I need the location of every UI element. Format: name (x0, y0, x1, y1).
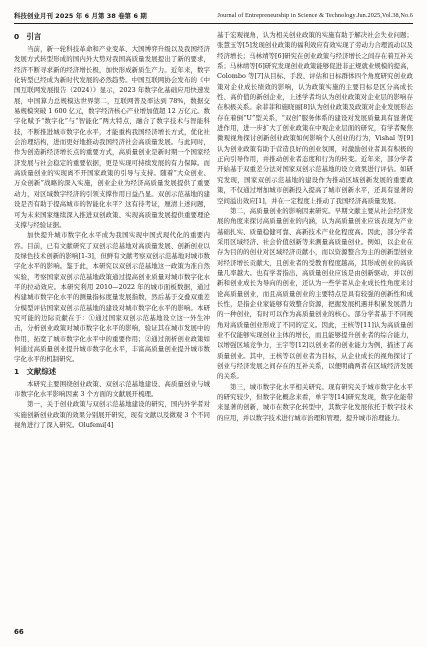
journal-header (14, 8, 413, 22)
paragraph: 第一，关于创业政策与双创示范基地建设的研究，国内外学者对实施创新创业政策的效果分别展开研究，现有文献以及微观 3 个不同视角进行了深入研究。Olufemi[4] (14, 400, 210, 430)
page-number: 66 (14, 628, 24, 636)
left-column (14, 30, 210, 620)
paragraph: 本研究主要围绕创业政策、双创示范基地建设、高质量创业与城市数字化水平影响因素 3 个方面的文献展开梳理。 (14, 379, 210, 398)
section-title-introduction: 0 引言 (14, 32, 42, 41)
journal-header-en: Journal of Entrepreneurship in Science & Technology.Jun.2025,Vol.38,No.6 (217, 11, 413, 19)
header-rule (14, 23, 413, 24)
section-title-literature-review: 1 文献综述 (14, 366, 57, 376)
paragraph: 基于宏观视角，认为相关创业政策的实施有助于解决社会失业问题；张慧玉等[5]发现创业政策的福利效应有效实现了劳动力合理流动以及经济增长；马林靖等[6]研究在创业政策与经济增长之间存在着互补关系；马林靖等[6]研究发现创业政策能够促进非正规就业规模的提高，Colombo 等[7]从目标、手段、评估和日标群体四个角度研究创业政策对企业成长绩效的影响，认为政策实施的主要目标是区分高成长性、高价值的新创企业，上述学者均认为创业政策对企业层的影响存在积极关系。余菲菲和施晓丽[8]认为创业政策及政策对企业发展形态存在着倒“U”型关系，“双创”服务体系的建设对发展质量具有显著促进作用，进一步扩大了创业政策在中观企业层面的研究，有学者聚焦微观视角探讨创新创业政策如何影响个人创业的行为，Vishal 等[9]认为创业政策有助于营造良好的创业氛围，对激励创业者具有积极的正向引导作用，并推动创业者态度和行为的转变。近年来，部分学者开始基于双重差分法对国家双创示范基地的设立效果进行评估。如研究发现，国家双创示范基地的建设作为推动区域创新发展的重要政策，不仅通过增加城市创新投入提高了城市创新水平，还具有显著的空间溢出效应[1]，并在一定程度上推动了我国经济高质量发展。 (217, 31, 413, 205)
right-column (217, 30, 413, 620)
paragraph: 第三，城市数字化水平相关研究。现有研究关于城市数字化水平的研究较少，但数字化概念来看，单宇等[14]研究发现，数字化能带来显著的创新，城市在数字化转型中，其数字化发展依托于数字技术的应用，并以数字技术进行城市治理和管理，提升城市治理能力。 (217, 382, 413, 422)
paragraph: 第二，高质量创业的影响因素研究。早期文献主要从社会经济发展的角度来探讨高质量创业的内涵，认为高质量创业应该表现为产业基础扎实、质量稳健可靠、高新技术产业化程度高。因此，部分学者采用区域经济、社会价值创新等来测量高质量创业。例如，以企业在存为目的的创业对区域经济贡献小，而以资源整合为主的创新型创业对经济增长贡献大，且创业者的受教育程度越高，其形成创业的高质量几率越大。也有学者指出，高质量创业应该是由创新驱动，并以创新和创业成长为导向的创业，还认为一些学者从企业成长性角度来讨论高质量创业，而且高质量创业的主要特点是具有较强的创新性和成长性，是指企业家能够有效整合资源，把握发展机遇并积累发展潜力的一种创业，有时可以作为高质量创业的核心。部分学者基于不同视角对高质量创业形成了不同的定义。因此，王核等[11]认为高质量创业不仅能够实现创业主体的增长，而且能够提升创业者的综合能力，以增强区域竞争力，王宇等[12]以创业者的创业能力为例，描述了高质量创业。其中，王核等以创业者为目标，从企业成长的视角探讨了创业与经济发展之间存在的互补关系，以便明确两者在区域经济发展的关系。 (217, 206, 413, 381)
journal-header-cn: 科技创业月刊 2025 年 6 月第 38 卷第 6 期 (14, 11, 147, 20)
paragraph: 当前，新一轮科技革命和产业变革、大国博弈升级以及我国经济发展方式转型形成的国内外大势对我国高质量发展提出了新的要求，经济不断寻求新的经济增长极，加快形成新质生产力。近年来，数字化转型已经成为新时代发展的必然趋势。中国互联网协会发布的《中国互联网发展报告（2024）》显示，2023 年数字化基础应用快速发展，中国算力总规模达世界第二，互联网普及率达到 78%，数据交易规模突破 1 600 亿元，数字经济核心产业增加值超 12 万亿元。数字化赋予“数字化”与“智能化”两大特点，融合了数字技术与智能科技，不断推进城市数字化水平，才能重构我国经济增长方式，优化社会治理结构，进而更好地推动我国经济社会高质量发展。与此同时，作为创造新经济增长点的重要方式，高质量创业是新时期一个国家经济发展与社会稳定的重要依据，更是实现可持续发展的有力保障。而高质量创业的实现离不开国家政策的引导与支持。随着“大众创业、万众创新”战略的深入实施，创业企业为经济高质量发展提供了重要动力，对区域数字经济的引领支撑作用日益凸显。双创示范基地的建设是否有助于提高城市的智能化水平？这有待考证，厘清上述问题，可为未来国家继续深入推进双创政策、实现高质量发展提供重要理论支撑与经验证据。 (14, 45, 210, 229)
paragraph: 加快提升城市数字化水平成为我国实现中国式现代化的重要内容。目前，已有文献研究了双创示范基地对高质量发展、创新创业以及绿色技术创新的影响[1-3]，但鲜有文献考察双创示范基地对城市数字化水平的影响。鉴于此，本研究以双创示范基地这一政策为准自然实验，考察国家双创示范基地政策通过提高创业质量对城市数字化水平的拉动效应。本研究利用 2010—2022 年的城市面板数据，通过构建城市数字化水平的测量指标度量发展指数，然后基于交叠双重差分模型评估国家双创示范基地的建设对城市数字化水平的影响。本研究可能的边际贡献在于：①通过国家双创示范基地设立这一外生冲击，分析创业政策对城市数字化水平的影响，验证其在城市发展中的作用，拓宽了城市数字化水平中的重要作用；②通过剖析创业政策如何通过高质量创业提升城市数字化水平，丰富高质量创业提升城市数字化水平的机制研究。 (14, 231, 210, 364)
